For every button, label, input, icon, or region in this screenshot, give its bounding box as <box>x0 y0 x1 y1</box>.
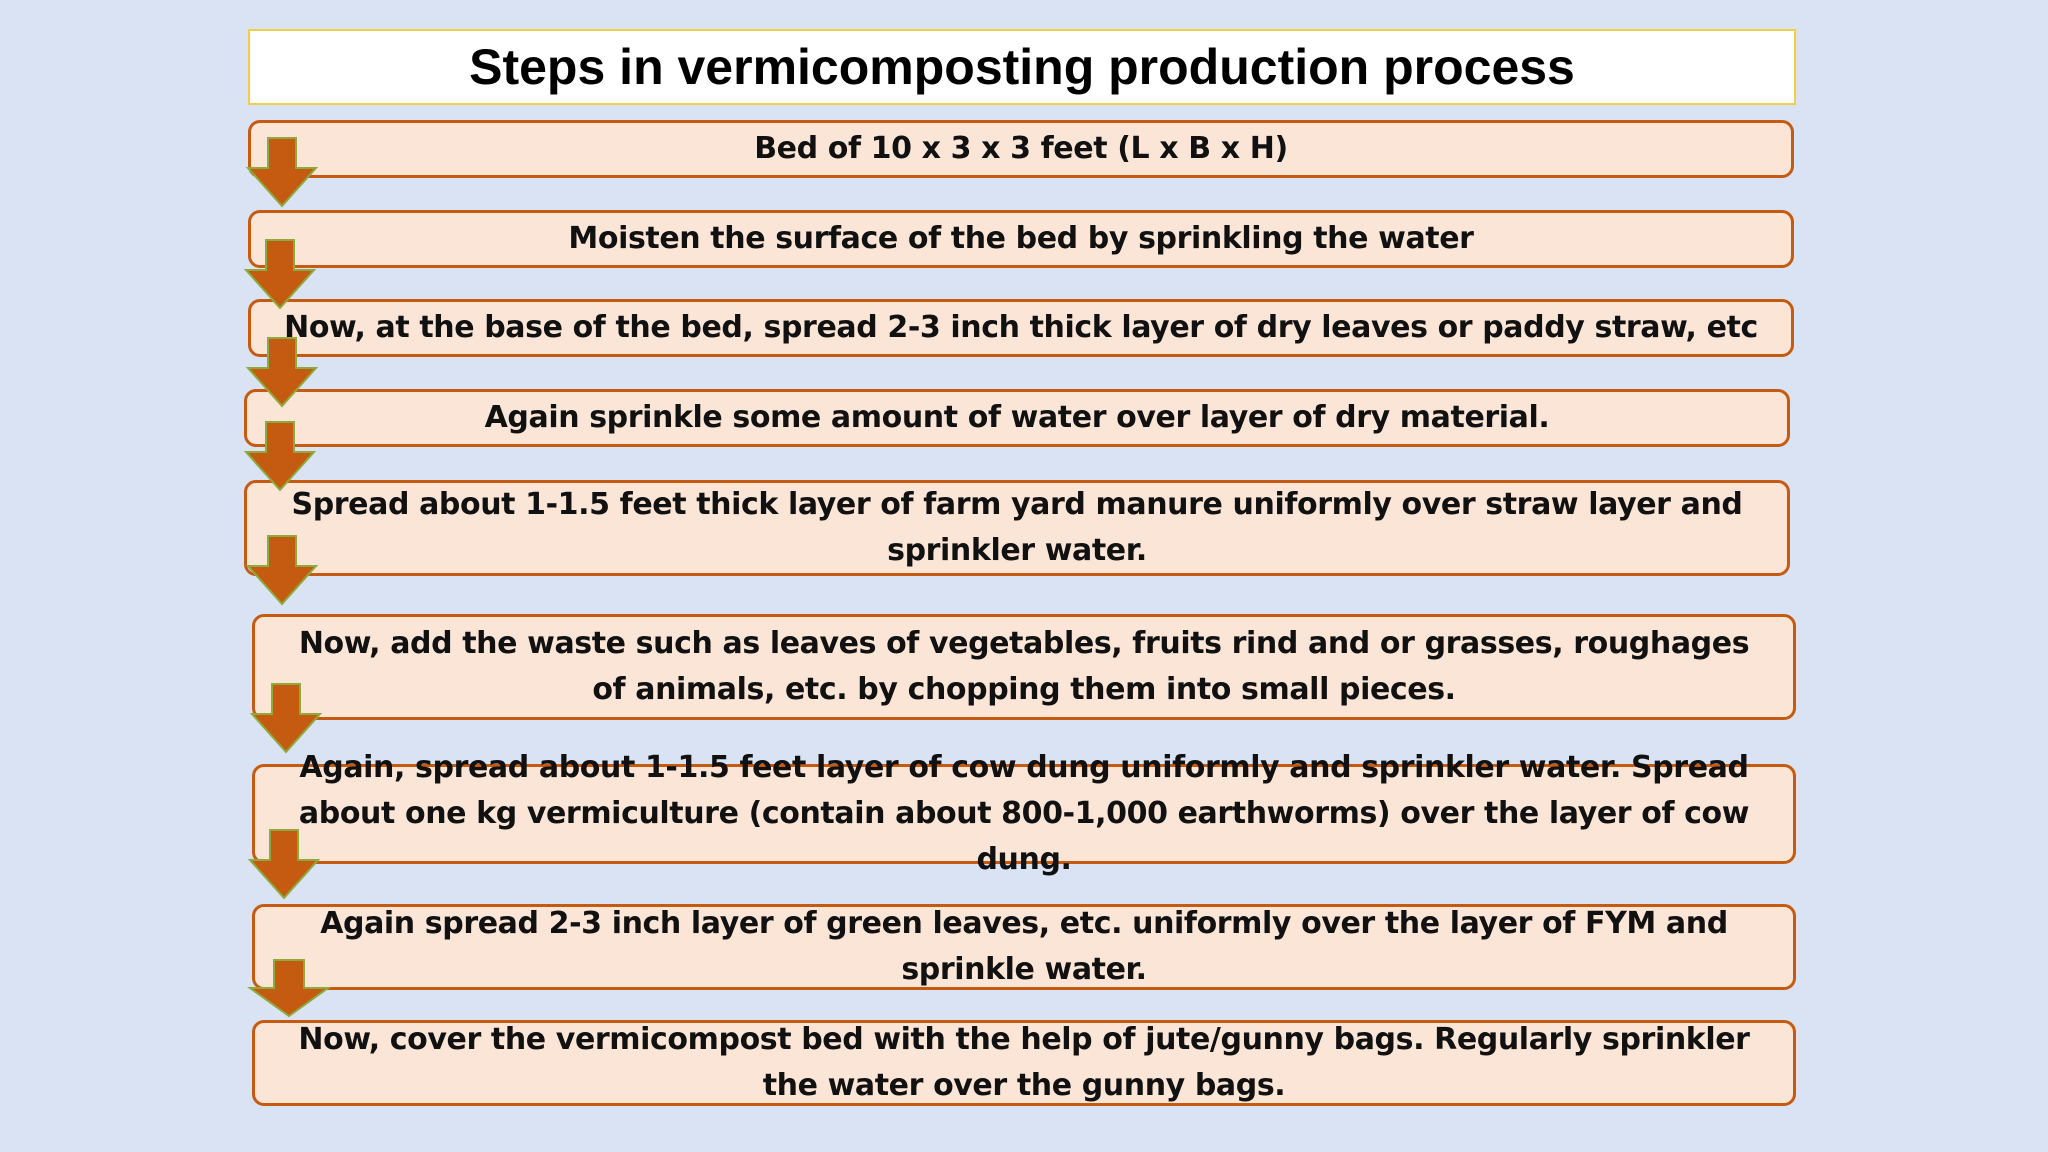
step-box-8 <box>252 904 1796 990</box>
step-box-2 <box>248 210 1794 268</box>
step-text-6: Now, add the waste such as leaves of vegetables, fruits rind and or grasses, roughages of animals, etc. by chopping them into small pieces. <box>298 626 1750 707</box>
step-box-3 <box>248 299 1794 357</box>
step-text-1: Bed of 10 x 3 x 3 feet (L x B x H) <box>754 131 1288 166</box>
down-arrow-icon <box>246 828 322 900</box>
step-box-7 <box>252 750 1796 877</box>
down-arrow-icon <box>242 420 318 492</box>
down-arrow-icon <box>244 534 320 606</box>
diagram-title: Steps in vermicomposting production process <box>469 39 1575 95</box>
step-box-9 <box>252 1020 1796 1106</box>
step-text-9: Now, cover the vermicompost bed with the help of jute/gunny bags. Regularly sprinkler the water over the gunny bags. <box>298 1022 1750 1103</box>
step-box-6 <box>252 614 1796 720</box>
title-box <box>248 29 1796 105</box>
down-arrow-icon <box>244 336 320 408</box>
step-text-8: Again spread 2-3 inch layer of green leaves, etc. uniformly over the layer of FYM and sprinkle water. <box>320 906 1728 987</box>
down-arrow-icon <box>244 136 320 208</box>
step-text-4: Again sprinkle some amount of water over layer of dry material. <box>484 400 1550 435</box>
down-arrow-icon <box>246 958 332 1030</box>
down-arrow-icon <box>242 238 318 310</box>
step-text-2: Moisten the surface of the bed by sprinkling the water <box>568 221 1474 256</box>
step-box-5 <box>244 480 1790 576</box>
step-text-5: Spread about 1-1.5 feet thick layer of farm yard manure uniformly over straw layer and sprinkler water. <box>291 487 1743 568</box>
down-arrow-icon <box>248 682 324 754</box>
step-box-4 <box>244 389 1790 447</box>
step-text-3: Now, at the base of the bed, spread 2-3 inch thick layer of dry leaves or paddy straw, etc <box>284 310 1758 345</box>
step-box-1 <box>248 120 1794 178</box>
step-text-7: Again, spread about 1-1.5 feet layer of cow dung uniformly and sprinkler water. Spread about one kg vermiculture (contain about 800-1,000 earthworms) over the layer of cow dung. <box>298 750 1750 877</box>
